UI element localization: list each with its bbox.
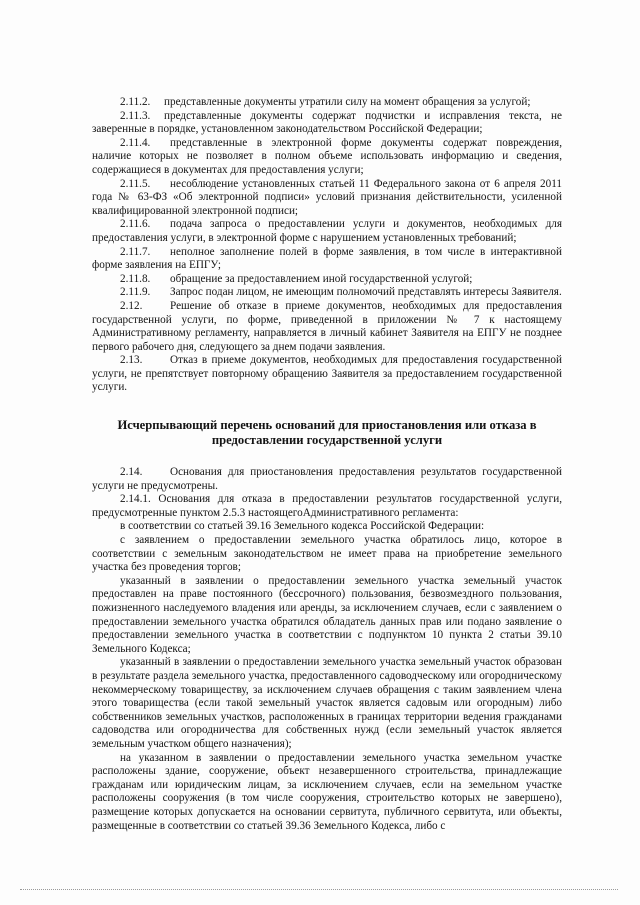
clause-text: представленные документы утратили силу на момент обращения за услугой; xyxy=(164,96,531,108)
clause-number: 2.11.2. xyxy=(120,96,151,108)
clause-text: несоблюдение установленных статьей 11 Федерального закона от 6 апреля 2011 года № 63-ФЗ «Об электронной подписи» условий признания действительности, усиленной квалифицированной электронной подписи; xyxy=(92,177,562,217)
paragraph-already-granted: указанный в заявлении о предоставлении земельного участка земельный участок предоставлен на праве постоянного (бессрочного) пользования, безвозмездного пользования, пожизненного наследуемого владения или аренды, за исключением случаев, если с заявлением о предоставлении земельного участка обратился обладатель данных прав или подано заявление о предоставлении земельного участка в соответствии с подпунктом 10 пункта 2 статьи 39.10 Земельного Кодекса; xyxy=(92,574,562,655)
clause-2-14-1: 2.14.1. Основания для отказа в предоставлении результатов государственной услуги, предусмотренные пунктом 2.5.3 настоящегоАдминистративного регламента: xyxy=(92,493,562,519)
clause-2-14 xyxy=(92,466,562,493)
clause-number: 2.11.5. xyxy=(120,177,151,190)
clause-number: 2.11.3. xyxy=(120,109,151,122)
clause-2-11-4 xyxy=(92,137,562,178)
clause-text: обращение за предоставлением иной государственной услугой; xyxy=(170,272,473,285)
clause-2-11-6 xyxy=(92,218,562,245)
clause-number: 2.11.8. xyxy=(120,272,151,285)
clause-text: неполное заполнение полей в форме заявления, в том числе в интерактивной форме заявления на ЕПГУ; xyxy=(92,245,562,272)
clause-2-12 xyxy=(92,300,562,354)
clause-text: Запрос подан лицом, не имеющим полномочий представлять интересы Заявителя. xyxy=(170,286,562,299)
clause-number: 2.14. xyxy=(120,466,143,479)
clause-2-11-8 xyxy=(92,273,562,287)
clause-number: 2.13. xyxy=(120,354,143,367)
clause-text: представленные в электронной форме документы содержат повреждения, наличие которых не позволяет в полном объеме использовать информацию и сведения, содержащиеся в документах для предоставления услуги; xyxy=(92,136,562,176)
clause-2-11-3 xyxy=(92,110,562,137)
clause-text: Решение об отказе в приеме документов, необходимых для предоставления государственной услуги, по форме, приведенной в приложении № 7 к настоящему Административному регламенту, направляется в личный кабинет Заявителя на ЕПГУ не позднее первого рабочего дня, следующего за днем подачи заявления. xyxy=(92,299,562,353)
paragraph-reference: в соответствии со статьей 39.16 Земельного кодекса Российской Федерации: xyxy=(120,520,485,533)
clause-2-11-9 xyxy=(92,286,562,300)
page-bottom-rule xyxy=(20,889,618,890)
clause-2-11-2 xyxy=(92,96,562,110)
clause-text: Основания для приостановления предоставления результатов государственной услуги не предусмотрены. xyxy=(92,466,562,492)
clause-2-11-7 xyxy=(92,246,562,273)
section-heading: Исчерпывающий перечень оснований для приостановления или отказа в предоставлении государственной услуги xyxy=(117,418,537,448)
document-body xyxy=(92,96,562,833)
paragraph-partition: указанный в заявлении о предоставлении земельного участка земельный участок образован в результате раздела земельного участка, предоставленного садоводческому или огородническому некоммерческому товариществу, за исключением случаев обращения с таким заявлением члена этого товарищества (если такой земельный участок является садовым или огородным) либо собственников земельных участков, расположенных в границах территории ведения гражданами садоводства или огородничества для собственных нужд (если земельный участок является земельным участком общего назначения); xyxy=(92,656,562,750)
clause-2-13 xyxy=(92,354,562,395)
paragraph-buildings: на указанном в заявлении о предоставлении земельного участка земельном участке расположены здание, сооружение, объект незавершенного строительства, принадлежащие гражданам или юридическим лицам, за исключением случаев, если на земельном участке расположены сооружения (в том числе сооружения, строительство которых не завершено), размещение которых допускается на основании сервитута, публичного сервитута, или объекты, размещенные в соответствии со статьей 39.36 Земельного Кодекса, либо с xyxy=(92,751,562,832)
paragraph-no-right: с заявлением о предоставлении земельного участка обратилось лицо, которое в соответствии с земельным законодательством не имеет права на приобретение земельного участка без проведения торгов; xyxy=(92,534,562,574)
clause-text: Отказ в приеме документов, необходимых для предоставления государственной услуги, не препятствует повторному обращению Заявителя за предоставлением государственной услуги. xyxy=(92,354,562,394)
clause-number: 2.11.4. xyxy=(120,136,151,149)
clause-number: 2.11.9. xyxy=(120,286,151,299)
clause-text: подача запроса о предоставлении услуги и документов, необходимых для предоставления услуги, в электронной форме с нарушением установленных требований; xyxy=(92,218,562,244)
clause-number: 2.11.7. xyxy=(120,245,151,258)
clause-2-11-5 xyxy=(92,178,562,219)
clause-number: 2.12. xyxy=(120,299,143,312)
clause-text: представленные документы содержат подчистки и исправления текста, не заверенные в порядке, установленном законодательством Российской Федерации; xyxy=(92,109,562,136)
clause-number: 2.11.6. xyxy=(120,218,151,231)
